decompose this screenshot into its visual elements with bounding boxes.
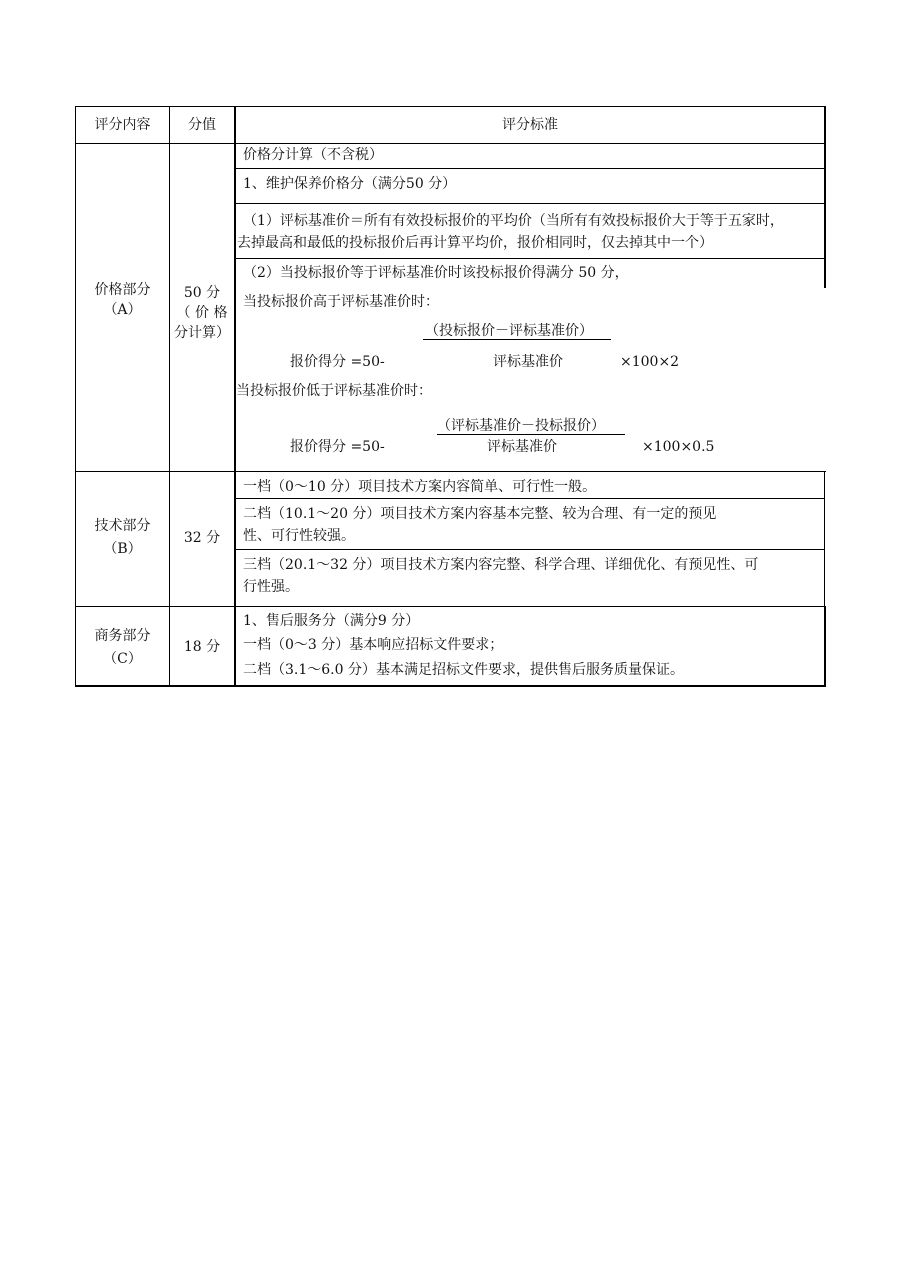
formula1-left: 报价得分 =50-	[290, 354, 385, 370]
price-score-line1: 50 分	[183, 285, 221, 301]
tech-category-label: 技术部分	[94, 518, 151, 534]
tech-tier1: 一档（0～10 分）项目技术方案内容简单、可行性一般。	[243, 479, 597, 495]
header-bottom-border	[75, 143, 826, 144]
table-right-border-upper	[824, 106, 826, 288]
header-col-criteria: 评分标准	[502, 117, 558, 133]
higher-price-rule: 当投标报价高于评标基准价时：	[243, 294, 439, 310]
tech-score: 32 分	[183, 530, 221, 546]
price-category-label: 价格部分	[94, 282, 151, 298]
price-row-divider-2	[234, 203, 825, 204]
column-divider-1	[169, 106, 170, 686]
price-score-line2: （ 价 格	[176, 305, 228, 321]
formula2-left: 报价得分 =50-	[290, 439, 385, 455]
price-section-bottom-border	[75, 471, 826, 472]
tech-tier3-line1: 三档（20.1～32 分）项目技术方案内容完整、科学合理、详细优化、有预见性、可	[243, 557, 759, 573]
business-tier2: 二档（3.1～6.0 分）基本满足招标文件要求，提供售后服务质量保证。	[243, 662, 684, 678]
header-col-score: 分值	[188, 117, 216, 133]
tech-row-divider-2	[234, 549, 825, 550]
formula1-denominator: 评标基准价	[493, 354, 563, 370]
formula1-fraction-bar	[423, 339, 611, 340]
benchmark-price-line1: （1）评标基准价＝所有有效投标报价的平均价（当所有有效投标报价大于等于五家时，	[243, 213, 784, 229]
price-row-divider-1	[234, 168, 825, 169]
formula1-numerator: （投标报价－评标基准价）	[425, 323, 593, 339]
table-top-border	[75, 106, 826, 107]
equal-price-rule: （2）当投标报价等于评标基准价时该投标报价得满分 50 分，	[243, 265, 629, 281]
business-score: 18 分	[183, 639, 221, 655]
tech-section-bottom-border	[75, 606, 826, 607]
business-tier1: 一档（0～3 分）基本响应招标文件要求；	[243, 637, 504, 653]
tech-tier3-line2: 行性强。	[243, 579, 299, 595]
price-score-line3: 分计算）	[174, 325, 230, 341]
lower-price-rule: 当投标报价低于评标基准价时：	[236, 383, 432, 399]
tech-tier2-line2: 性、可行性较强。	[243, 528, 355, 544]
formula1-multiplier: ×100×2	[620, 354, 680, 370]
benchmark-price-line2: 去掉最高和最低的投标报价后再计算平均价，报价相同时，仅去掉其中一个）	[237, 235, 713, 251]
table-right-border-business	[824, 606, 826, 687]
price-category-code: （A）	[103, 302, 142, 318]
formula2-numerator: （评标基准价－投标报价）	[437, 418, 605, 434]
after-sales-score: 1、售后服务分（满分9 分）	[243, 613, 420, 629]
tech-tier2-line1: 二档（10.1～20 分）项目技术方案内容基本完整、较为合理、有一定的预见	[243, 506, 717, 522]
tech-row-divider-1	[234, 498, 825, 499]
business-category-label: 商务部分	[94, 628, 151, 644]
formula2-fraction-bar	[437, 434, 625, 435]
table-right-border-lower	[824, 471, 825, 607]
formula2-denominator: 评标基准价	[487, 439, 557, 455]
price-row-divider-3	[234, 258, 825, 259]
tech-category-code: （B）	[103, 541, 142, 557]
formula2-multiplier: ×100×0.5	[642, 439, 715, 455]
price-calc-title: 价格分计算（不含税）	[243, 147, 383, 163]
maintenance-price-score: 1、维护保养价格分（满分50 分）	[243, 176, 457, 192]
header-col-content: 评分内容	[94, 117, 151, 133]
table-bottom-border	[75, 685, 826, 687]
table-left-border	[75, 106, 76, 686]
business-category-code: （C）	[103, 651, 142, 667]
